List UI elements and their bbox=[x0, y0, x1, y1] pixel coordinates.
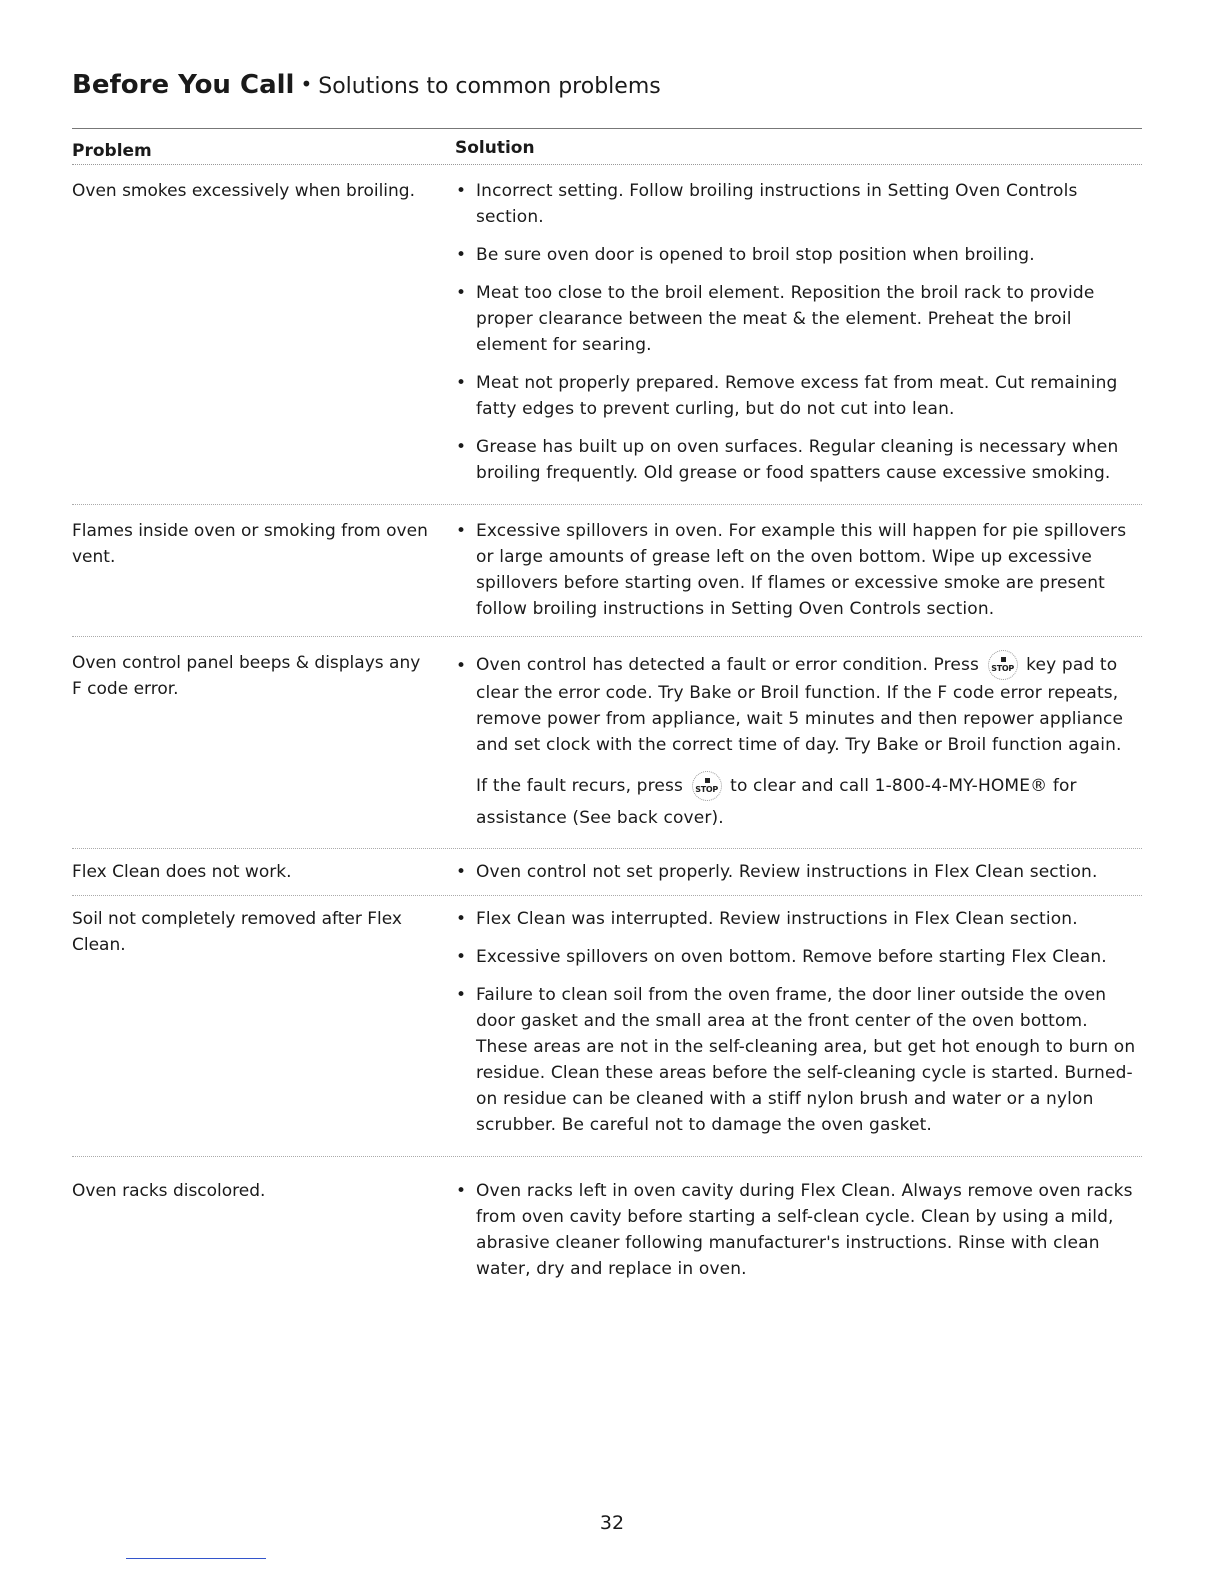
bullet: • bbox=[456, 947, 467, 967]
stop-icon-label: STOP bbox=[695, 785, 718, 794]
solution-item bbox=[455, 280, 1142, 358]
solution-item bbox=[455, 370, 1142, 422]
title-separator: • bbox=[300, 72, 313, 96]
solution-text: Flex Clean was interrupted. Review instructions in Flex Clean section. bbox=[476, 909, 1078, 929]
solution-item bbox=[455, 1178, 1142, 1282]
bullet: • bbox=[456, 437, 467, 457]
title-subtitle: Solutions to common problems bbox=[318, 74, 661, 99]
bullet: • bbox=[456, 656, 467, 676]
stop-icon-label: STOP bbox=[991, 664, 1014, 673]
bullet: • bbox=[456, 245, 467, 265]
solution-text: to clear and call 1-800-4-MY-HOME® for assistance (See back cover). bbox=[476, 776, 1077, 828]
table-row bbox=[72, 849, 1142, 896]
stop-key-icon bbox=[692, 771, 722, 801]
header-solution: Solution bbox=[455, 138, 535, 158]
table-row bbox=[72, 1157, 1142, 1292]
bullet: • bbox=[456, 985, 467, 1005]
bullet: • bbox=[456, 373, 467, 393]
bullet: • bbox=[456, 521, 467, 541]
header-rule bbox=[72, 128, 1142, 129]
problem-cell: Flex Clean does not work. bbox=[72, 862, 292, 882]
bottom-rule bbox=[126, 1558, 266, 1559]
bullet: • bbox=[456, 283, 467, 303]
solution-text: Oven racks left in oven cavity during Flex Clean. Always remove oven racks from oven cavity before starting a self-clean cycle. Clean by using a mild, abrasive cleaner following manufacturer's instructions. Rinse with clean water, dry and replace in oven. bbox=[476, 1181, 1133, 1279]
table-row bbox=[72, 637, 1142, 849]
solution-text: Oven control not set properly. Review instructions in Flex Clean section. bbox=[476, 862, 1098, 882]
solution-item bbox=[455, 178, 1142, 230]
solution-item bbox=[455, 434, 1142, 486]
solution-item bbox=[455, 906, 1142, 932]
solution-text: key pad to clear the error code. Try Bake or Broil function. If the F code error repeats, remove power from appliance, wait 5 minutes and then repower appliance and set clock with the correct time of day. Try Bake or Broil function again. bbox=[476, 655, 1124, 755]
solution-item bbox=[455, 944, 1142, 970]
solution-text: Be sure oven door is opened to broil stop position when broiling. bbox=[476, 245, 1035, 265]
solution-item bbox=[455, 242, 1142, 268]
table-row bbox=[72, 505, 1142, 637]
solution-text: Oven control has detected a fault or error condition. Press bbox=[476, 655, 980, 675]
table-row bbox=[72, 896, 1142, 1157]
header-problem: Problem bbox=[72, 141, 152, 161]
bullet: • bbox=[456, 909, 467, 929]
solution-text: Excessive spillovers in oven. For example this will happen for pie spillovers or large amounts of grease left on the oven bottom. Wipe up excessive spillovers before starting oven. If flames or excessive smoke are present follow broiling instructions in Setting Oven Controls section. bbox=[476, 521, 1127, 619]
solution-text: Incorrect setting. Follow broiling instructions in Setting Oven Controls section. bbox=[476, 181, 1078, 227]
solution-item bbox=[455, 518, 1142, 622]
solution-text: If the fault recurs, press bbox=[476, 776, 684, 796]
problem-cell: Flames inside oven or smoking from oven vent. bbox=[72, 521, 428, 567]
solution-text: Excessive spillovers on oven bottom. Remove before starting Flex Clean. bbox=[476, 947, 1107, 967]
title-main: Before You Call bbox=[72, 70, 295, 100]
solution-cell bbox=[455, 1178, 1142, 1282]
troubleshooting-table bbox=[72, 138, 1142, 1292]
solution-cell bbox=[455, 650, 1142, 834]
solution-item bbox=[455, 650, 1142, 758]
solution-text: Meat too close to the broil element. Reposition the broil rack to provide proper clearance between the meat & the element. Preheat the broil element for searing. bbox=[476, 283, 1095, 355]
solution-text: Grease has built up on oven surfaces. Regular cleaning is necessary when broiling frequently. Old grease or food spatters cause excessive smoking. bbox=[476, 437, 1119, 483]
problem-cell: Oven control panel beeps & displays any F code error. bbox=[72, 653, 421, 699]
bullet: • bbox=[456, 1181, 467, 1201]
solution-cell bbox=[455, 859, 1142, 885]
solution-text: Meat not properly prepared. Remove excess fat from meat. Cut remaining fatty edges to prevent curling, but do not cut into lean. bbox=[476, 373, 1118, 419]
table-header bbox=[72, 138, 1142, 165]
solution-item bbox=[455, 770, 1142, 834]
stop-key-icon bbox=[988, 650, 1018, 680]
problem-cell: Soil not completely removed after Flex Clean. bbox=[72, 909, 402, 955]
table-row bbox=[72, 165, 1142, 505]
solution-cell bbox=[455, 906, 1142, 1138]
stop-square-icon bbox=[1001, 657, 1006, 662]
problem-cell: Oven smokes excessively when broiling. bbox=[72, 181, 415, 201]
solution-item bbox=[455, 982, 1142, 1138]
problem-cell: Oven racks discolored. bbox=[72, 1181, 266, 1201]
solution-cell bbox=[455, 518, 1142, 622]
stop-square-icon bbox=[705, 778, 710, 783]
bullet: • bbox=[456, 181, 467, 201]
page-title bbox=[72, 70, 661, 100]
solution-item bbox=[455, 859, 1142, 885]
solution-text: Failure to clean soil from the oven frame, the door liner outside the oven door gasket and the small area at the front center of the oven bottom. These areas are not in the self-cleaning area, but get hot enough to burn on residue. Clean these areas before the self-cleaning cycle is started. Burned-on residue can be cleaned with a stiff nylon brush and water or a nylon scrubber. Be careful not to damage the oven gasket. bbox=[476, 985, 1136, 1135]
page-number: 32 bbox=[599, 1512, 625, 1534]
solution-cell bbox=[455, 178, 1142, 486]
bullet: • bbox=[456, 862, 467, 882]
